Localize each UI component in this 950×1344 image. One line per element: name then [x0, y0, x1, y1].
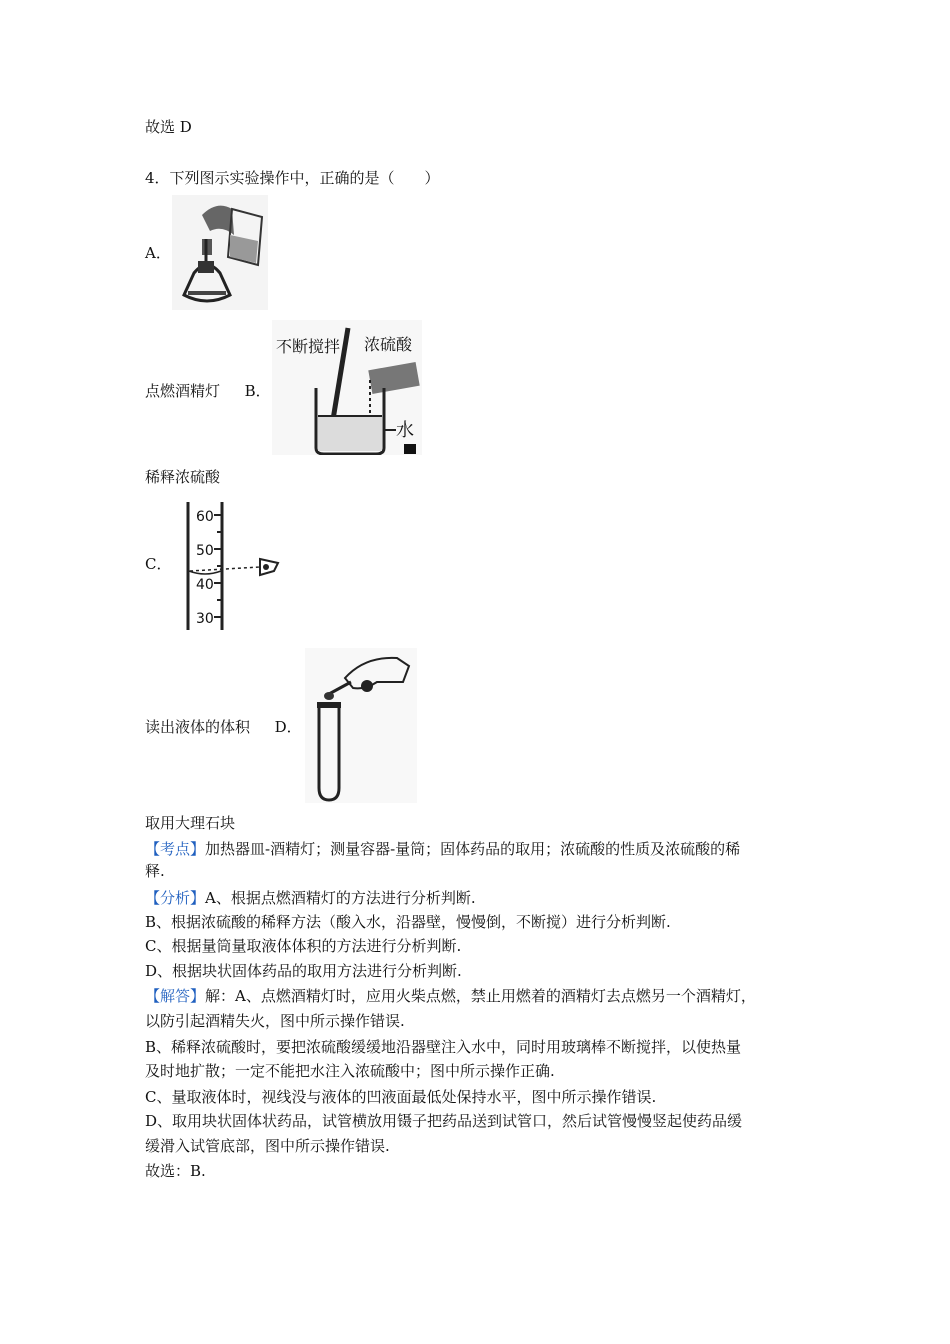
option-a-caption: 点燃酒精灯 — [145, 382, 221, 400]
water-label: 水 — [396, 420, 414, 441]
kaodian-tag: 【考点】 — [145, 840, 206, 858]
previous-answer: 故选 D — [145, 118, 192, 136]
dilute-acid-figure — [272, 320, 422, 455]
acid-label: 浓硫酸 — [364, 335, 413, 354]
scale-40: 40 — [196, 577, 214, 593]
option-b-letter: B． — [244, 382, 271, 400]
option-d-caption: 取用大理石块 — [145, 814, 236, 832]
option-a-letter: A． — [145, 244, 171, 262]
jieda-line — [145, 985, 756, 1007]
question-title: 4．下列图示实验操作中，正确的是（ ） — [145, 169, 440, 187]
fenxi-line — [145, 887, 476, 909]
jieda-text-6: 缓滑入试管底部，图中所示操作错误. — [145, 1137, 390, 1155]
option-c-caption-and-d-letter — [145, 716, 302, 738]
marble-test-tube-figure — [305, 648, 417, 803]
option-d-letter: D． — [274, 718, 302, 736]
fenxi-text-c: C、根据量筒量取液体体积的方法进行分析判断. — [145, 937, 462, 955]
jieda-text-2: B、稀释浓硫酸时，要把浓硫酸缓缓地沿器壁注入水中，同时用玻璃棒不断搅拌，以使热量 — [145, 1038, 742, 1056]
stir-label: 不断搅拌 — [276, 337, 341, 356]
fenxi-text-b: B、根据浓硫酸的稀释方法（酸入水，沿器壁，慢慢倒，不断搅）进行分析判断. — [145, 913, 671, 931]
option-b-caption: 稀释浓硫酸 — [145, 468, 221, 486]
scale-60: 60 — [196, 509, 214, 525]
graduated-cylinder-figure — [178, 497, 288, 632]
kaodian-line — [145, 838, 740, 860]
jieda-text-3: 及时地扩散；一定不能把水注入浓硫酸中；图中所示操作正确. — [145, 1062, 555, 1080]
fenxi-text-d: D、根据块状固体药品的取用方法进行分析判断. — [145, 962, 462, 980]
jieda-text-4: C、量取液体时，视线没与液体的凹液面最低处保持水平，图中所示操作错误. — [145, 1088, 657, 1106]
jieda-tag: 【解答】 — [145, 987, 206, 1005]
option-c-caption: 读出液体的体积 — [145, 718, 251, 736]
jieda-text-first: 解：A、点燃酒精灯时，应用火柴点燃，禁止用燃着的酒精灯去点燃另一个酒精灯， — [205, 987, 756, 1005]
jieda-text-1: 以防引起酒精失火，图中所示操作错误. — [145, 1012, 405, 1030]
option-c-letter: C． — [145, 555, 172, 573]
jieda-text-5: D、取用块状固体状药品，试管横放用镊子把药品送到试管口，然后试管慢慢竖起使药品缓 — [145, 1112, 743, 1130]
fenxi-text-a: A、根据点燃酒精灯的方法进行分析判断. — [205, 889, 476, 907]
scale-30: 30 — [196, 611, 214, 627]
fenxi-tag: 【分析】 — [145, 889, 206, 907]
final-answer: 故选：B. — [145, 1162, 206, 1180]
kaodian-text: 加热器皿-酒精灯；测量容器-量筒；固体药品的取用；浓硫酸的性质及浓硫酸的稀 — [205, 840, 741, 858]
scale-50: 50 — [196, 543, 214, 559]
kaodian-text-cont: 释. — [145, 862, 165, 880]
option-a-caption-and-b-letter — [145, 380, 271, 402]
alcohol-lamp-figure — [172, 195, 268, 310]
